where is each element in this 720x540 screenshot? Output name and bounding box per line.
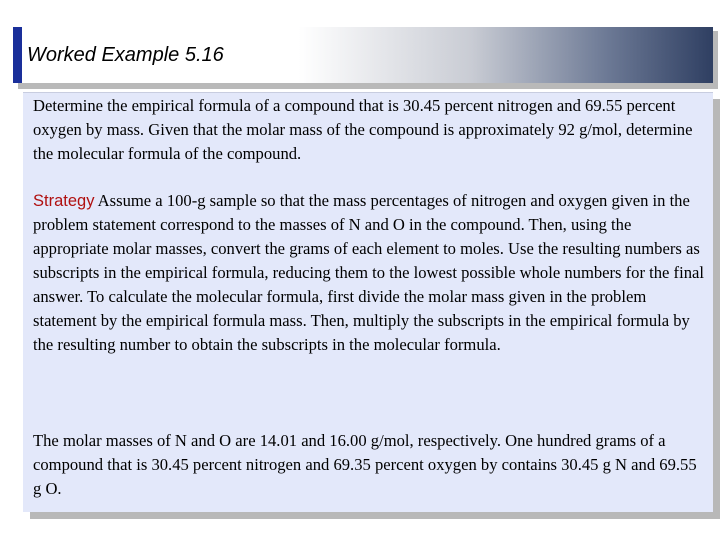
strategy-paragraph [33,189,705,357]
strategy-label: Strategy [33,192,95,210]
header-title: Worked Example 5.16 [27,44,224,66]
problem-statement: Determine the empirical formula of a compound that is 30.45 percent nitrogen and 69.55 percent oxygen by mass. Given that the molar mass of the compound is approximately 92 g/mol, determine the molecular formula of the compound. [33,96,693,163]
molar-masses-paragraph: The molar masses of N and O are 14.01 and 16.00 g/mol, respectively. One hundred grams of a compound that is 30.45 percent nitrogen and 69.35 percent oxygen by contains 30.45 g N and 69.55 g O. [33,431,697,498]
strategy-text: Assume a 100-g sample so that the mass percentages of nitrogen and oxygen given in the problem statement correspond to the masses of N and O in the compound. Then, using the appropriate molar masses, convert the grams of each element to moles. Use the resulting numbers as subscripts in the empirical formula, reducing them to the lowest possible whole numbers for the final answer. To calculate the molecular formula, first divide the molar mass given in the problem statement by the empirical formula mass. Then, multiply the subscripts in the empirical formula by the resulting number to obtain the subscripts in the molecular formula. [33,191,704,354]
